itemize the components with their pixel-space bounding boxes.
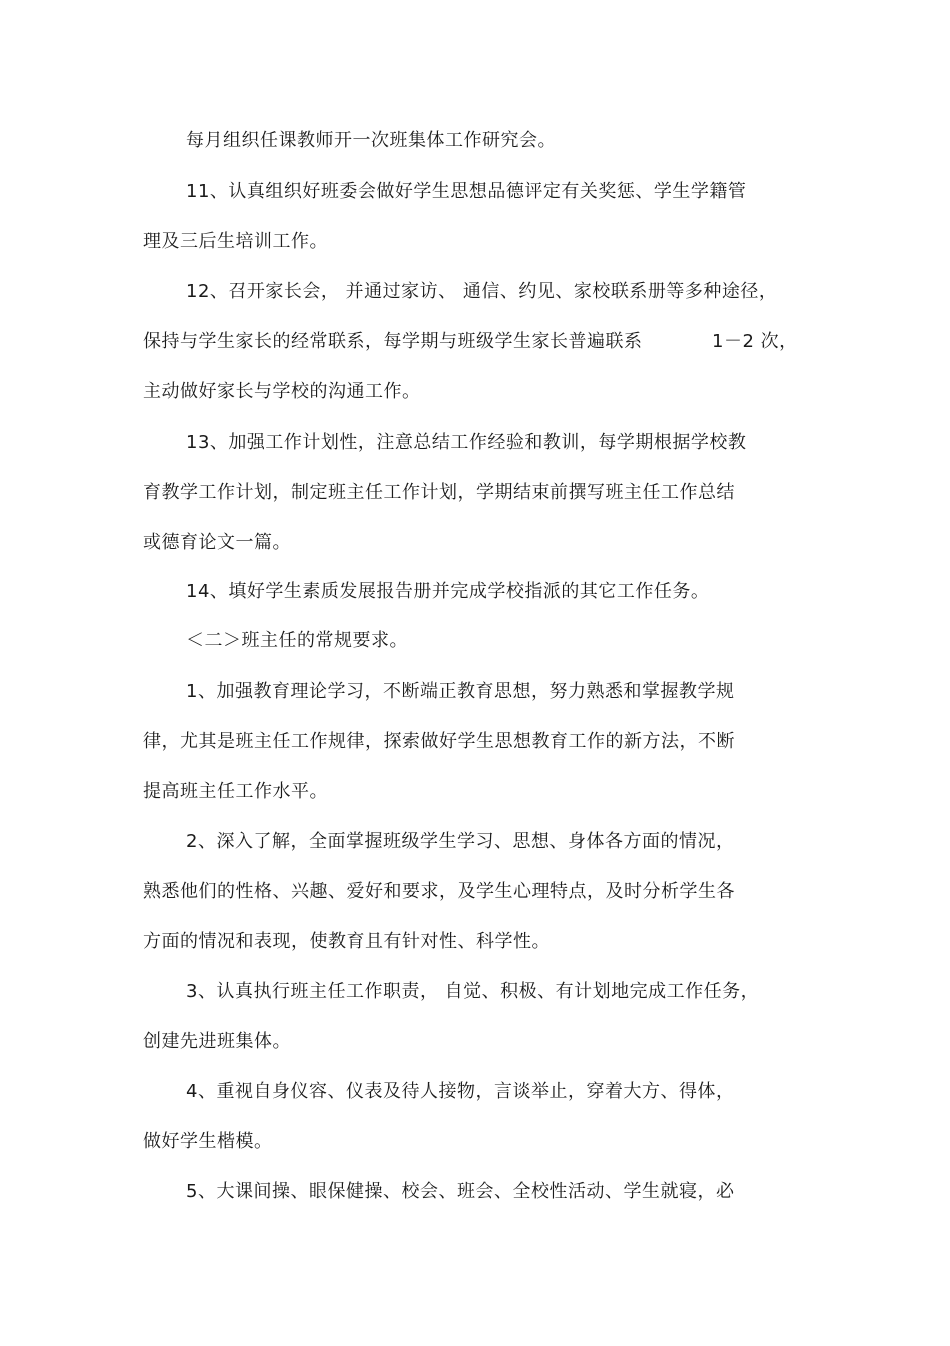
- text-line: 3、认真执行班主任工作职责， 自觉、积极、有计划地完成工作任务，: [186, 981, 760, 1002]
- text-line: 14、填好学生素质发展报告册并完成学校指派的其它工作任务。: [186, 581, 710, 602]
- text-line: 或德育论文一篇。: [143, 532, 291, 553]
- text-line: 方面的情况和表现，使教育且有针对性、科学性。: [143, 931, 550, 952]
- text-line: 12、召开家长会， 并通过家访、 通信、约见、家校联系册等多种途径，: [186, 281, 778, 302]
- text-line: ＜二＞班主任的常规要求。: [186, 630, 408, 651]
- text-line: 11、认真组织好班委会做好学生思想品德评定有关奖惩、学生学籍管: [186, 181, 747, 202]
- text-line: 提高班主任工作水平。: [143, 781, 328, 802]
- text-line: 律，尤其是班主任工作规律，探索做好学生思想教育工作的新方法，不断: [143, 731, 735, 752]
- text-line: 4、重视自身仪容、仪表及待人接物，言谈举止，穿着大方、得体，: [186, 1081, 735, 1102]
- text-line: 保持与学生家长的经常联系，每学期与班级学生家长普遍联系: [143, 331, 643, 352]
- text-line: 5、大课间操、眼保健操、校会、班会、全校性活动、学生就寝，必: [186, 1181, 735, 1202]
- text-line: 2、深入了解，全面掌握班级学生学习、思想、身体各方面的情况，: [186, 831, 735, 852]
- text-line: 做好学生楷模。: [143, 1131, 273, 1152]
- text-line: 13、加强工作计划性，注意总结工作经验和教训，每学期根据学校教: [186, 432, 747, 453]
- text-line: 熟悉他们的性格、兴趣、爱好和要求，及学生心理特点，及时分析学生各: [143, 881, 735, 902]
- text-line: 育教学工作计划，制定班主任工作计划，学期结束前撰写班主任工作总结: [143, 482, 735, 503]
- text-line: 理及三后生培训工作。: [143, 231, 328, 252]
- text-line: 创建先进班集体。: [143, 1031, 291, 1052]
- text-line: 1－2 次，: [712, 331, 798, 352]
- text-line: 1、加强教育理论学习，不断端正教育思想，努力熟悉和掌握教学规: [186, 681, 735, 702]
- text-line: 主动做好家长与学校的沟通工作。: [143, 381, 421, 402]
- text-line: 每月组织任课教师开一次班集体工作研究会。: [186, 130, 556, 151]
